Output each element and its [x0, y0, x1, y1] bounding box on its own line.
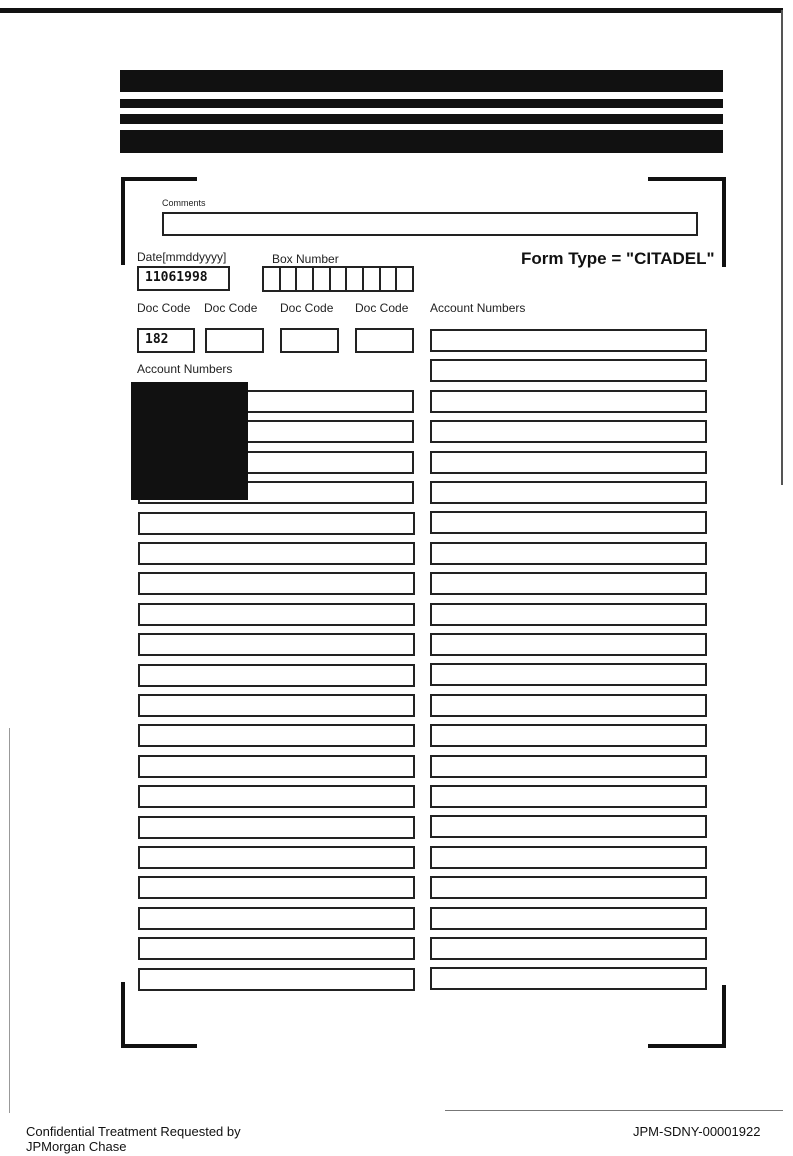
header-redaction-bar-3: [120, 114, 723, 124]
account-number-field-right[interactable]: [430, 359, 707, 382]
corner-mark-bottom-right-h: [648, 1044, 726, 1048]
account-number-field-right[interactable]: [430, 511, 707, 534]
account-number-field-right[interactable]: [430, 633, 707, 656]
doc-code-field-4[interactable]: [355, 328, 414, 353]
account-number-field-left[interactable]: [138, 876, 415, 899]
doc-code-field-2[interactable]: [205, 328, 264, 353]
account-number-field-left[interactable]: [138, 937, 415, 960]
account-number-field-left[interactable]: [138, 542, 415, 565]
account-numbers-label-left: Account Numbers: [137, 362, 233, 376]
account-number-field-left[interactable]: [138, 572, 415, 595]
footer-confidential-line2: JPMorgan Chase: [26, 1139, 127, 1154]
box-number-cell: [297, 268, 314, 290]
header-redaction-bar-1: [120, 70, 723, 92]
account-number-field-right[interactable]: [430, 572, 707, 595]
box-number-label: Box Number: [272, 252, 339, 266]
corner-mark-top-left-v: [121, 177, 125, 265]
doc-code-label-3: Doc Code: [280, 301, 334, 315]
doc-code-label-4: Doc Code: [355, 301, 409, 315]
account-number-field-left[interactable]: [138, 755, 415, 778]
form-type-title: Form Type = "CITADEL": [521, 249, 715, 268]
corner-mark-bottom-left-h: [121, 1044, 197, 1048]
account-number-field-right[interactable]: [430, 663, 707, 686]
doc-code-label-1: Doc Code: [137, 301, 191, 315]
corner-mark-top-left-h: [121, 177, 197, 181]
account-number-field-right[interactable]: [430, 694, 707, 717]
footer-bates-number: JPM-SDNY-00001922: [633, 1124, 761, 1139]
account-number-field-left[interactable]: [138, 724, 415, 747]
header-redaction-bar-4: [120, 130, 723, 153]
comments-label: Comments: [162, 198, 206, 208]
account-number-field-right[interactable]: [430, 542, 707, 565]
account-number-field-right[interactable]: [430, 451, 707, 474]
left-margin-line: [9, 728, 10, 1113]
account-number-field-left[interactable]: [138, 603, 415, 626]
account-number-field-right[interactable]: [430, 907, 707, 930]
account-number-field-right[interactable]: [430, 967, 707, 990]
box-number-cell: [364, 268, 381, 290]
account-number-field-right[interactable]: [430, 876, 707, 899]
corner-mark-top-right-h: [648, 177, 726, 181]
account-number-field-left[interactable]: [138, 633, 415, 656]
corner-mark-bottom-right-v: [722, 985, 726, 1048]
account-number-field-right[interactable]: [430, 815, 707, 838]
account-number-field-left[interactable]: [138, 512, 415, 535]
redaction-block: [131, 382, 248, 500]
account-numbers-label-right: Account Numbers: [430, 301, 526, 315]
box-number-cell: [381, 268, 398, 290]
date-label: Date[mmddyyyy]: [137, 250, 227, 264]
account-number-field-right[interactable]: [430, 724, 707, 747]
account-number-field-right[interactable]: [430, 755, 707, 778]
doc-code-field-3[interactable]: [280, 328, 339, 353]
account-number-field-left[interactable]: [138, 694, 415, 717]
account-number-field-left[interactable]: [138, 846, 415, 869]
account-number-field-left[interactable]: [138, 785, 415, 808]
account-number-field-right[interactable]: [430, 481, 707, 504]
account-number-field-right[interactable]: [430, 846, 707, 869]
box-number-cell: [281, 268, 298, 290]
box-number-field[interactable]: [262, 266, 414, 292]
right-border-line: [781, 10, 783, 485]
footer-rule: [445, 1110, 783, 1111]
account-number-field-right[interactable]: [430, 937, 707, 960]
footer-confidential-line1: Confidential Treatment Requested by: [26, 1124, 241, 1139]
account-number-field-right[interactable]: [430, 420, 707, 443]
header-redaction-bar-2: [120, 99, 723, 108]
box-number-cell: [397, 268, 412, 290]
box-number-cell: [314, 268, 331, 290]
doc-code-label-2: Doc Code: [204, 301, 258, 315]
top-border-line: [0, 8, 783, 13]
box-number-cell: [347, 268, 364, 290]
account-number-field-right[interactable]: [430, 603, 707, 626]
account-number-field-right[interactable]: [430, 329, 707, 352]
doc-code-field-1[interactable]: 182: [137, 328, 195, 353]
account-number-field-right[interactable]: [430, 785, 707, 808]
comments-field[interactable]: [162, 212, 698, 236]
account-number-field-left[interactable]: [138, 968, 415, 991]
account-number-field-left[interactable]: [138, 816, 415, 839]
account-number-field-left[interactable]: [138, 907, 415, 930]
account-number-field-left[interactable]: [138, 664, 415, 687]
date-field[interactable]: 11061998: [137, 266, 230, 291]
account-number-field-right[interactable]: [430, 390, 707, 413]
box-number-cell: [264, 268, 281, 290]
box-number-cell: [331, 268, 348, 290]
corner-mark-bottom-left-v: [121, 982, 125, 1048]
corner-mark-top-right-v: [722, 177, 726, 267]
